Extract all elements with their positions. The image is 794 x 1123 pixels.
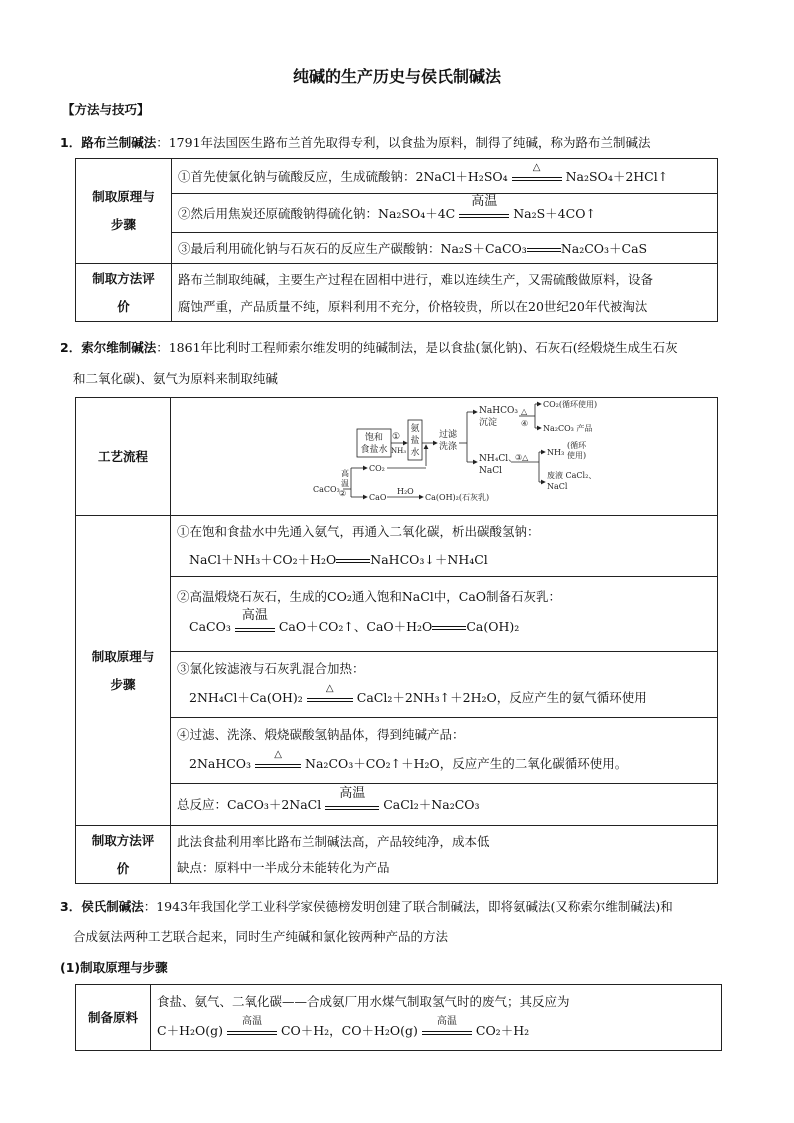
section-3-number: 3．	[60, 899, 82, 914]
step-marker: ②	[339, 489, 347, 498]
hou-table	[75, 984, 722, 1051]
solvay-step-1	[171, 516, 718, 577]
head-line: 价	[117, 298, 130, 314]
page-title: 纯碱的生产历史与侯氏制碱法	[292, 67, 501, 86]
equation-left: ②然后用焦炭还原硫酸钠得硫化钠：Na₂SO₄＋4C	[178, 205, 456, 221]
process-flow-diagram	[171, 398, 717, 515]
reaction-arrow	[255, 749, 301, 772]
step-marker: ①	[392, 432, 401, 442]
equals-sign	[432, 623, 466, 633]
equation-left: NaCl＋NH₃＋CO₂＋H₂O	[189, 552, 337, 567]
equation-right: NaHCO₃↓＋NH₄Cl	[370, 552, 488, 567]
caco3-label: CaCO₃	[313, 485, 340, 494]
filter-label: 过滤	[439, 430, 458, 440]
leblanc-eval	[172, 264, 718, 322]
flow-diagram-cell	[171, 398, 718, 516]
solvay-eval-head	[76, 826, 171, 884]
head-line: 制取原理与	[92, 189, 155, 204]
solvay-step-3	[171, 652, 718, 718]
solvay-step-2	[171, 577, 718, 652]
cao-label: CaO	[369, 493, 387, 502]
equation-right: CO₂＋H₂	[475, 1022, 530, 1038]
reaction-condition: △	[532, 162, 541, 174]
section-2-text: ：1861年比利时工程师索尔维发明的纯碱制法，是以食盐(氯化钠)、石灰石(经煅烧生成生石灰	[156, 340, 678, 355]
nh3-note: (循环	[567, 441, 587, 450]
eval-line: 腐蚀严重，产品质量不纯，原料利用不充分，价格较贵，所以在20世纪20年代被淘汰	[178, 298, 648, 314]
reaction-condition: 高温	[436, 1016, 457, 1027]
brine-label: 饱和	[364, 433, 384, 443]
solvay-step-4	[171, 718, 718, 784]
leblanc-step-1	[172, 159, 718, 194]
step-marker: ③△	[515, 453, 529, 462]
section-3-text-cont: 合成氨法两种工艺联合起来，同时生产纯碱和氯化铵两种产品的方法	[73, 929, 449, 944]
section-1-label: 路布兰制碱法	[81, 135, 157, 150]
equation-left: CaCO₃	[189, 619, 231, 634]
reaction-condition: 高温	[241, 607, 268, 623]
solvay-table	[75, 397, 718, 884]
head-line: 制取方法评	[92, 270, 155, 286]
step-line: ③氯化铵滤液与石灰乳混合加热：	[177, 660, 365, 676]
head-line: 制取方法评	[91, 832, 155, 848]
section-2-intro	[60, 338, 678, 356]
raw-line: 食盐、氨气、二氧化碳——合成氨厂用水煤气制取氢气时的废气；其反应为	[157, 993, 570, 1009]
filter-label: 洗涤	[439, 442, 458, 452]
head-line: 步骤	[110, 217, 136, 232]
equals-sign	[527, 245, 561, 255]
step-line: ②高温煅烧石灰石，生成的CO₂通入饱和NaCl中，CaO制备石灰乳：	[177, 589, 562, 604]
waste-label: 废液 CaCl₂、	[547, 471, 597, 480]
equation-right: CaCl₂＋Na₂CO₃	[383, 797, 480, 813]
equation-left: 2NH₄Cl＋Ca(OH)₂	[189, 689, 303, 705]
nh3-input: NH₃	[391, 447, 407, 455]
equation-mid: CaO＋CO₂↑、CaO＋H₂O	[278, 619, 433, 634]
equation-left: ①首先使氯化钠与硫酸反应，生成硫酸钠：2NaCl＋H₂SO₄	[178, 168, 508, 184]
equation-right: CaCl₂＋2NH₃↑＋2H₂O，反应产生的氨气循环使用	[356, 689, 647, 705]
equation-left: 2NaHCO₃	[189, 755, 252, 771]
nahco3-label: NaHCO₃	[479, 406, 518, 416]
section-3-label: 侯氏制碱法	[81, 899, 144, 914]
reaction-arrow	[227, 1016, 277, 1039]
reaction-arrow	[459, 194, 509, 222]
reaction-condition: 高温	[471, 194, 498, 210]
ammonia-brine-label: 氨	[410, 424, 420, 434]
step-marker: ④	[521, 419, 529, 428]
high-temp: 高	[341, 469, 349, 478]
water-label: H₂O	[397, 487, 414, 496]
raw-materials-head: 制备原料	[76, 985, 151, 1051]
leblanc-table	[75, 158, 718, 322]
eval-line: 此法食盐利用率比路布兰制碱法高，产品较纯净，成本低	[177, 833, 490, 849]
co2-mid: CO₂	[369, 464, 385, 473]
section-1-text: ：1791年法国医生路布兰首先取得专利，以食盐为原料，制得了纯碱，称为路布兰制碱法	[156, 135, 651, 150]
reaction-arrow	[307, 683, 353, 706]
high-temp: 温	[341, 479, 349, 488]
ammonia-brine-label: 水	[410, 448, 420, 458]
equation-right: Na₂S＋4CO↑	[513, 205, 596, 221]
flow-head: 工艺流程	[76, 398, 171, 516]
reaction-arrow	[235, 607, 275, 636]
section-3-subheading: (1)制取原理与步骤	[60, 960, 168, 975]
eval-line: 路布兰制取纯碱，主要生产过程在固相中进行，难以连续生产，又需硫酸做原料，设备	[178, 271, 654, 287]
heat-mark: △	[521, 407, 528, 416]
section-2-number: 2．	[60, 340, 82, 355]
step-line: ①在饱和食盐水中先通入氨气，再通入二氧化碳，析出碳酸氢钠：	[177, 524, 540, 539]
reaction-condition: △	[325, 683, 334, 694]
reaction-arrow	[325, 785, 379, 814]
filtrate-label: NaCl	[479, 466, 503, 476]
section-header: 【方法与技巧】	[62, 102, 150, 117]
reaction-condition: △	[274, 749, 282, 760]
head-line: 制取原理与	[91, 648, 155, 664]
section-3-text: ：1943年我国化学工业科学家侯德榜发明创建了联合制碱法，即将氨碱法(又称索尔维制碱法)和	[143, 899, 673, 914]
section-3-intro	[60, 897, 673, 915]
reaction-arrow	[422, 1016, 472, 1039]
nahco3-label: 沉淀	[479, 418, 498, 428]
leblanc-step-3	[172, 233, 718, 264]
section-1-number: 1．	[60, 135, 82, 150]
solvay-total	[171, 784, 718, 826]
nh3-output: NH₃	[547, 448, 565, 457]
section-1-intro	[60, 133, 651, 151]
product-label: Na₂CO₃ 产品	[543, 424, 593, 433]
brine-label: 食盐水	[360, 445, 388, 455]
reaction-condition: 高温	[241, 1016, 262, 1027]
equation-right: Na₂CO₃＋CaS	[560, 241, 648, 256]
equation-mid: CO＋H₂，CO＋H₂O(g)	[280, 1022, 418, 1038]
head-line: 价	[116, 860, 130, 876]
leblanc-step-2	[172, 194, 718, 233]
equation-right: Na₂CO₃＋CO₂↑＋H₂O，反应产生的二氧化碳循环使用。	[305, 755, 628, 771]
eval-line: 缺点：原料中一半成分未能转化为产品	[177, 859, 390, 875]
nh3-note: 使用)	[567, 451, 587, 460]
section-2-label: 索尔维制碱法	[81, 340, 157, 355]
reaction-condition: 高温	[339, 785, 366, 801]
equation-right: Na₂SO₄＋2HCl↑	[565, 168, 669, 184]
equation-left: C＋H₂O(g)	[157, 1022, 223, 1038]
co2-recycle-label: CO₂(循环使用)	[543, 400, 598, 409]
step-line: ④过滤、洗涤、煅烧碳酸氢钠晶体，得到纯碱产品：	[177, 726, 465, 742]
leblanc-eval-head	[76, 264, 172, 322]
ammonia-brine-label: 盐	[410, 436, 420, 446]
solvay-eval	[171, 826, 718, 884]
head-line: 步骤	[110, 676, 136, 692]
equation-left: ③最后利用硫化钠与石灰石的反应生产碳酸钠：Na₂S＋CaCO₃	[178, 241, 527, 256]
leblanc-principle-head	[76, 159, 172, 264]
equation-right: Ca(OH)₂	[466, 619, 520, 634]
raw-materials	[151, 985, 722, 1051]
equals-sign	[336, 556, 370, 566]
lime-milk-label: Ca(OH)₂(石灰乳)	[425, 493, 490, 502]
filtrate-label: NH₄Cl、	[479, 454, 518, 464]
reaction-arrow	[512, 162, 562, 185]
section-2-text-cont: 和二氧化碳)、氨气为原料来制取纯碱	[73, 371, 278, 386]
solvay-principle-head	[76, 516, 171, 826]
waste-label: NaCl	[547, 482, 568, 491]
equation-left: 总反应：CaCO₃＋2NaCl	[177, 797, 322, 813]
